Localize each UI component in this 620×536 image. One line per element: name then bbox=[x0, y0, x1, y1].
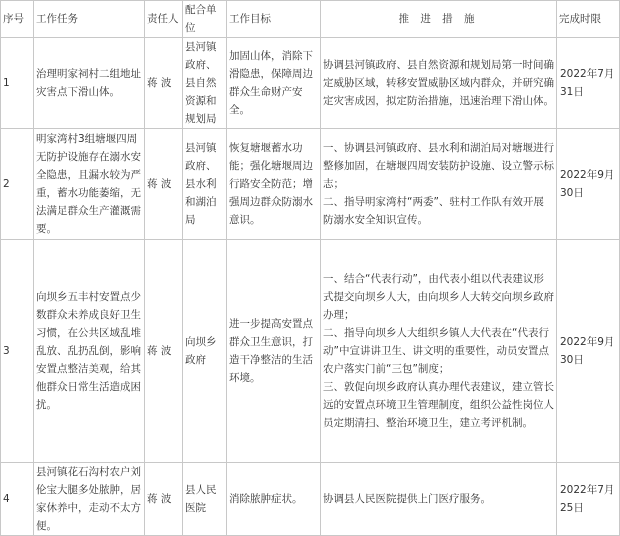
header-row bbox=[1, 1, 620, 38]
cell-deadline: 2022年7月31日 bbox=[557, 38, 620, 129]
table-row bbox=[1, 129, 620, 240]
header-owner: 责任人 bbox=[145, 1, 183, 38]
cell-goal: 消除脓肿症状。 bbox=[227, 463, 321, 536]
cell-owner: 蒋 波 bbox=[145, 463, 183, 536]
cell-owner: 蒋 波 bbox=[145, 240, 183, 463]
measure-item: 一、协调县河镇政府、县水利和湖泊局对塘堰进行整修加固，在塘堰四周安装防护设施、设立警示标志； bbox=[323, 142, 554, 190]
measure-item: 二、指导向坝乡人大组织乡镇人大代表在“代表行动”中宣讲讲卫生、讲文明的重要性，动员安置点农户落实门前“三包”制度； bbox=[323, 327, 549, 375]
cell-goal: 进一步提高安置点群众卫生意识，打造干净整洁的生活环境。 bbox=[227, 240, 321, 463]
cell-deadline: 2022年9月30日 bbox=[557, 129, 620, 240]
measure-item: 协调县河镇政府、县自然资源和规划局第一时间确定威胁区域，转移安置威胁区域内群众，并研究确定灾害成因，拟定防治措施，迅速治理下滑山体。 bbox=[323, 59, 554, 107]
table-row bbox=[1, 38, 620, 129]
header-measures: 推 进 措 施 bbox=[321, 1, 557, 38]
cell-unit: 县人民医院 bbox=[183, 463, 227, 536]
cell-unit: 向坝乡政府 bbox=[183, 240, 227, 463]
cell-seq: 3 bbox=[1, 240, 34, 463]
header-deadline: 完成时限 bbox=[557, 1, 620, 38]
header-seq: 序号 bbox=[1, 1, 34, 38]
cell-measures bbox=[321, 129, 557, 240]
cell-task: 县河镇花石沟村农户刘伦宝大腿多处脓肿，居家休养中，走动不太方便。 bbox=[34, 463, 145, 536]
cell-unit: 县河镇政府、县水利和湖泊局 bbox=[183, 129, 227, 240]
cell-deadline: 2022年9月30日 bbox=[557, 240, 620, 463]
header-unit: 配合单位 bbox=[183, 1, 227, 38]
cell-owner: 蒋 波 bbox=[145, 38, 183, 129]
cell-deadline: 2022年7月25日 bbox=[557, 463, 620, 536]
cell-task: 向坝乡五丰村安置点少数群众未养成良好卫生习惯，在公共区域乱堆乱放、乱扔乱倒，影响安置点整洁美观，给其他群众日常生活造成困扰。 bbox=[34, 240, 145, 463]
cell-measures bbox=[321, 38, 557, 129]
cell-goal: 加固山体，消除下滑隐患，保障周边群众生命财产安全。 bbox=[227, 38, 321, 129]
measure-item: 三、敦促向坝乡政府认真办理代表建议，建立管长远的安置点环境卫生管理制度，组织公益性岗位人员定期清扫、整治环境卫生，建立考评机制。 bbox=[323, 381, 554, 429]
cell-seq: 4 bbox=[1, 463, 34, 536]
header-goal: 工作目标 bbox=[227, 1, 321, 38]
cell-task: 明家湾村3组塘堰四周无防护设施存在溺水安全隐患，且漏水较为严重，蓄水功能萎缩，无法满足群众生产灌溉需要。 bbox=[34, 129, 145, 240]
cell-goal: 恢复塘堰蓄水功能；强化塘堰周边行路安全防范；增强周边群众防溺水意识。 bbox=[227, 129, 321, 240]
table-row bbox=[1, 240, 620, 463]
header-task: 工作任务 bbox=[34, 1, 145, 38]
cell-seq: 2 bbox=[1, 129, 34, 240]
cell-owner: 蒋 波 bbox=[145, 129, 183, 240]
measure-item: 协调县人民医院提供上门医疗服务。 bbox=[323, 493, 491, 505]
cell-unit: 县河镇政府、县自然资源和规划局 bbox=[183, 38, 227, 129]
cell-measures bbox=[321, 240, 557, 463]
cell-task: 治理明家祠村二组地址灾害点下滑山体。 bbox=[34, 38, 145, 129]
measure-item: 二、指导明家湾村“两委”、驻村工作队有效开展防溺水安全知识宣传。 bbox=[323, 196, 544, 226]
cell-seq: 1 bbox=[1, 38, 34, 129]
measure-item: 一、结合“代表行动”，由代表小组以代表建议形式提交向坝乡人大，由向坝乡人大转交向坝乡政府办理； bbox=[323, 273, 554, 321]
